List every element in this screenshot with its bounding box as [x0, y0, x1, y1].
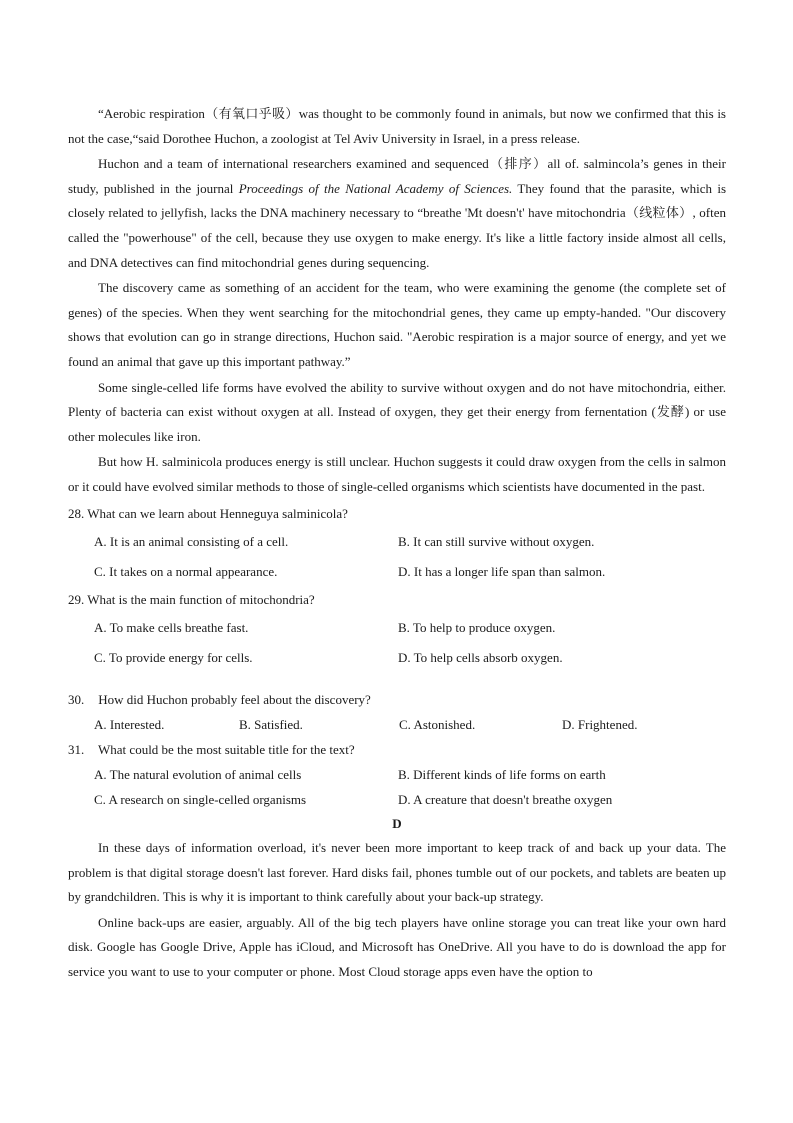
option-d: D. It has a longer life span than salmon.: [398, 563, 606, 579]
passage-d-paragraph-1: In these days of information overload, it's never been more important to keep track of and back up your data. The problem is that digital storage doesn't last forever. Hard disks fail, phones tumble out of our pockets, and tablets are beaten up by grandchildren. This is why it is important to think carefully about your back-up strategy.: [68, 840, 726, 905]
paragraph-2-text-end: They found that the parasite, which is closely related to jellyfish, lacks the DNA machinery necessary to “breathe 'Mt doesn't' have mitochondria（线粒体）, often called the "powerhouse" of the cell, because they use oxygen to make energy. It's like a little factory inside almost all cells, and DNA detectives can find mitochondrial genes during sequencing.: [68, 180, 726, 270]
option-b: B. Different kinds of life forms on earth: [398, 767, 606, 782]
section-d-heading: D: [392, 816, 402, 831]
question-text: What could be the most suitable title for the text?: [98, 742, 355, 757]
question-31: [68, 737, 726, 812]
option-c: C. To provide energy for cells.: [94, 649, 253, 665]
option-a: A. To make cells breathe fast.: [94, 619, 249, 635]
question-text: How did Huchon probably feel about the discovery?: [98, 691, 371, 707]
option-a: A. It is an animal consisting of a cell.: [94, 533, 289, 549]
journal-title: Proceedings of the National Academy of Sciences.: [238, 180, 513, 196]
option-row: [68, 557, 726, 587]
passage-c-paragraph-5: But how H. salminicola produces energy is still unclear. Huchon suggests it could draw oxygen from the cells in salmon or it could have evolved similar methods to those of single-celled organisms which scientists have documented in the past.: [68, 454, 726, 494]
question-29: [68, 587, 726, 673]
option-d: D. Frightened.: [562, 716, 638, 732]
question-text: What is the main function of mitochondria?: [87, 591, 315, 607]
option-b: B. It can still survive without oxygen.: [398, 533, 595, 549]
question-28: [68, 501, 726, 587]
option-row: [68, 763, 726, 788]
passage-c-paragraph-4: Some single-celled life forms have evolved the ability to survive without oxygen and do not have mitochondria, either. Plenty of bacteria can exist without oxygen at all. Instead of oxygen, they get their energy from fernentation (发酵) or use other molecules like iron.: [68, 379, 726, 444]
option-row: [68, 713, 726, 738]
paragraph-2-text-start: Huchon and a team of international researchers examined and sequenced（排序）all of. salmincola’s genes in their study, published in the journal: [68, 156, 726, 196]
option-d: D. To help cells absorb oxygen.: [398, 649, 563, 665]
question-number: 30.: [68, 691, 85, 707]
option-c: C. Astonished.: [399, 716, 476, 732]
option-a: A. The natural evolution of animal cells: [94, 767, 302, 782]
question-text: What can we learn about Henneguya salminicola?: [87, 505, 348, 521]
question-stem: [68, 687, 726, 713]
option-c: C. It takes on a normal appearance.: [94, 563, 278, 579]
option-b: B. Satisfied.: [239, 716, 303, 732]
option-row: [68, 643, 726, 673]
question-number: 29.: [68, 591, 85, 607]
option-row: [68, 527, 726, 557]
option-b: B. To help to produce oxygen.: [398, 619, 556, 635]
page-content: [68, 102, 726, 986]
option-a: A. Interested.: [94, 716, 165, 732]
passage-c-paragraph-1: “Aerobic respiration（有氧口乎吸）was thought to be commonly found in animals, but now we confirmed that this is not the case,“said Dorothee Huchon, a zoologist at Tel Aviv University in Israel, in a press release.: [68, 106, 726, 146]
question-stem: [68, 587, 726, 613]
option-d: D. A creature that doesn't breathe oxygen: [398, 791, 613, 807]
option-row: [68, 788, 726, 813]
question-30: [68, 687, 726, 738]
option-c: C. A research on single-celled organisms: [94, 791, 307, 807]
passage-c-paragraph-2: [68, 152, 726, 275]
passage-d-paragraph-2: Online back-ups are easier, arguably. All of the big tech players have online storage you can treat like your own hard disk. Google has Google Drive, Apple has iCloud, and Microsoft has OneDrive. All you have to do is download the app for service you want to use to your computer or phone. Most Cloud storage apps even have the option to: [68, 914, 726, 979]
question-number: 31.: [68, 742, 85, 757]
question-number: 28.: [68, 505, 85, 521]
passage-c-paragraph-3: The discovery came as something of an accident for the team, who were examining the genome (the complete set of genes) of the species. When they went searching for the mitochondrial genes, they came up empty-handed. "Our discovery shows that evolution can go in strange directions, Huchon said. "Aerobic respiration is a major source of energy, and yet we found an animal that gave up this important pathway.”: [68, 280, 726, 369]
option-row: [68, 613, 726, 643]
question-stem: [68, 501, 726, 527]
question-stem: [68, 737, 726, 763]
